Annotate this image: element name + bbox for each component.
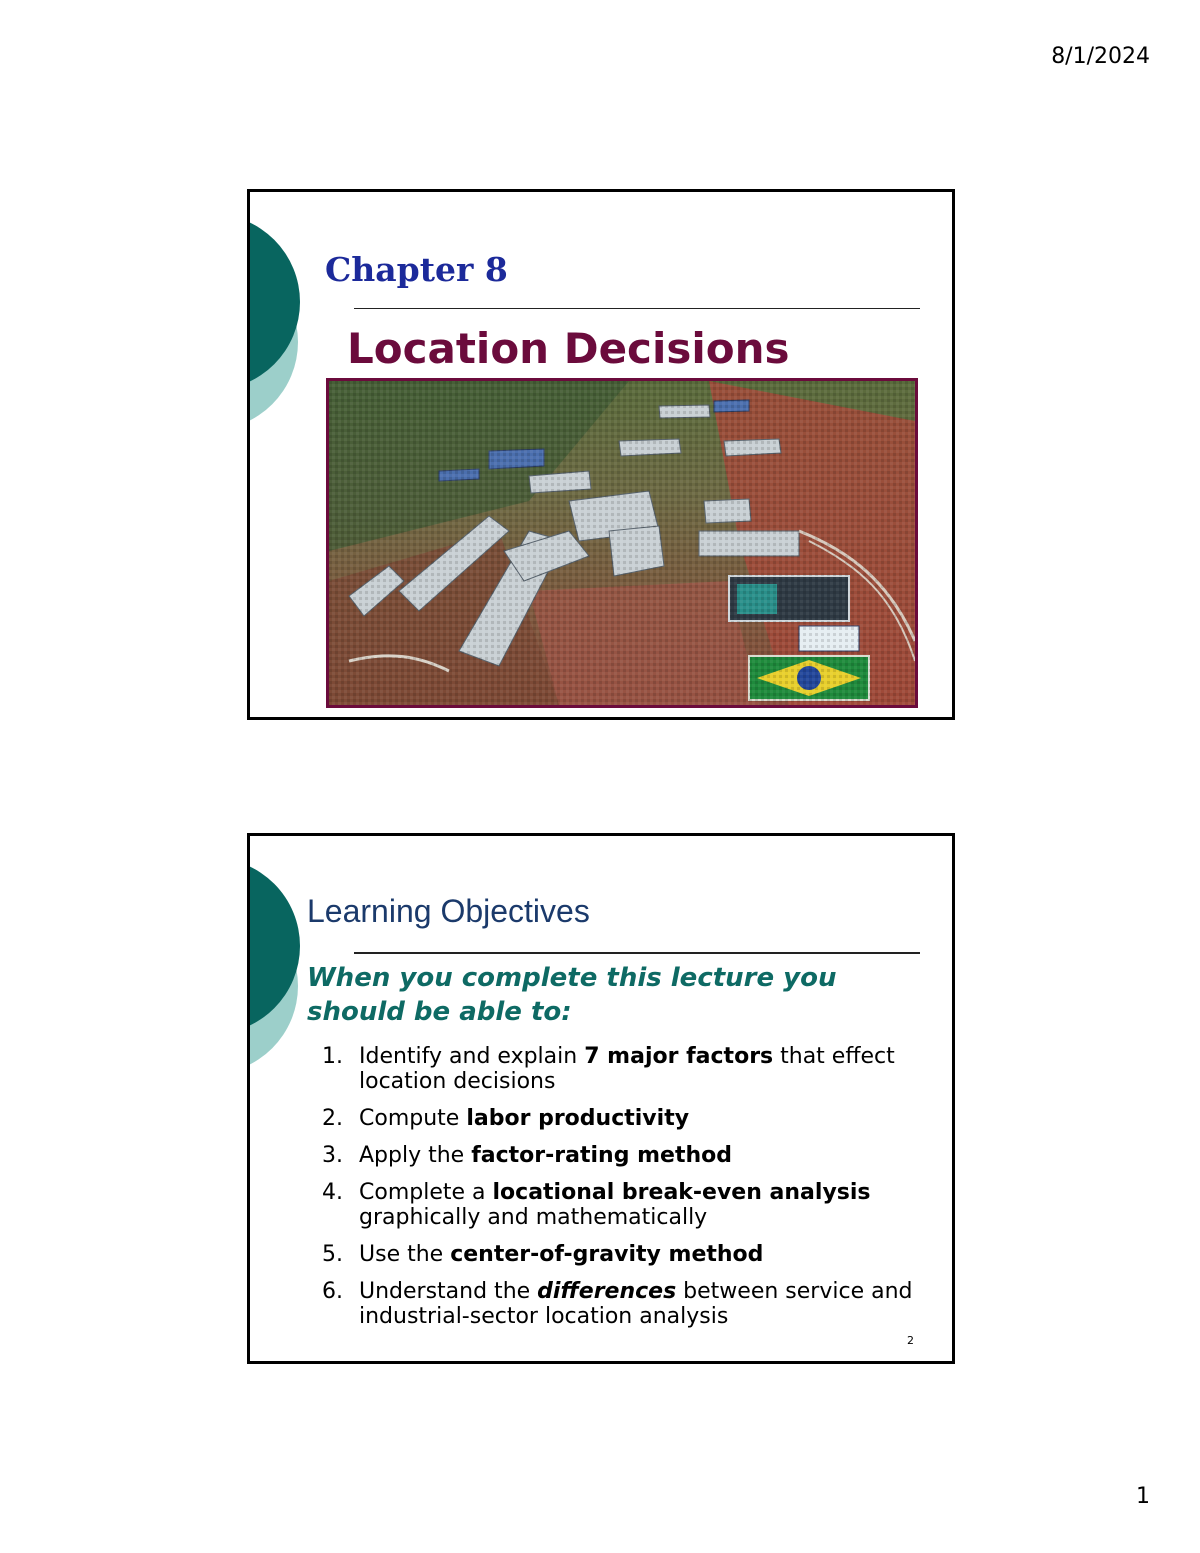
slide-number: 2 [907, 1334, 914, 1347]
slide-1 [247, 189, 955, 720]
item-number: 6. [322, 1279, 343, 1304]
deck-title: Location Decisions [347, 324, 790, 373]
list-item [322, 1279, 922, 1329]
list-item [322, 1180, 922, 1230]
item-number: 3. [322, 1143, 343, 1168]
item-number: 1. [322, 1044, 343, 1069]
learning-objectives-lead: When you complete this lecture you should be able to: [307, 963, 837, 1027]
page-number: 1 [1136, 1484, 1150, 1509]
item-text: Identify and explain [359, 1044, 585, 1069]
item-emphasis: locational break-even analysis [492, 1180, 871, 1205]
item-text: Understand the [359, 1279, 538, 1304]
item-number: 4. [322, 1180, 343, 1205]
slide-2 [247, 833, 955, 1364]
chapter-title: Chapter 8 [325, 250, 508, 289]
list-item [322, 1143, 922, 1168]
item-text: Compute [359, 1106, 467, 1131]
item-text: between service and industrial-sector location analysis [359, 1279, 913, 1329]
aerial-campus-photo [326, 378, 918, 708]
item-number: 2. [322, 1106, 343, 1131]
item-emphasis: differences [537, 1279, 677, 1304]
item-text: Complete a [359, 1180, 493, 1205]
item-emphasis: factor-rating method [471, 1143, 732, 1168]
list-item [322, 1044, 922, 1094]
title-divider [354, 952, 920, 954]
title-divider [354, 308, 920, 309]
item-text: that effect location decisions [359, 1044, 895, 1094]
page-date: 8/1/2024 [1051, 44, 1150, 69]
item-emphasis: center-of-gravity method [450, 1242, 764, 1267]
objectives-list [322, 1044, 922, 1341]
item-number: 5. [322, 1242, 343, 1267]
list-item [322, 1242, 922, 1267]
item-text: Apply the [359, 1143, 472, 1168]
slide-decoration-circles [250, 192, 320, 482]
item-text: graphically and mathematically [359, 1205, 708, 1230]
item-text: Use the [359, 1242, 451, 1267]
learning-objectives-title: Learning Objectives [307, 893, 590, 929]
list-item [322, 1106, 922, 1131]
item-emphasis: 7 major factors [584, 1044, 774, 1069]
item-emphasis: labor productivity [466, 1106, 690, 1131]
